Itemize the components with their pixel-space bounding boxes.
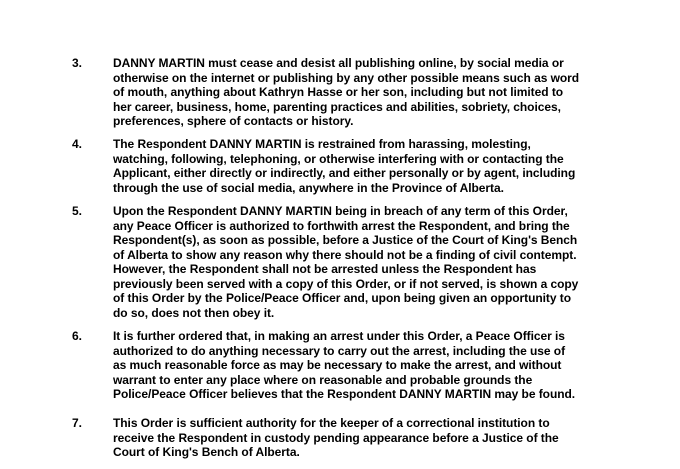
clause-line: of mouth, anything about Kathryn Hasse or her son, including but not limited to: [113, 85, 564, 99]
clause-line: Upon the Respondent DANNY MARTIN being in breach of any term of this Order,: [113, 204, 568, 218]
clause-line: otherwise on the internet or publishing by any other possible means such as word: [113, 70, 580, 85]
clause-line: any Peace Officer is authorized to forthwith arrest the Respondent, and bring the: [113, 218, 570, 233]
clause-text: [113, 329, 613, 402]
clause-line: warrant to enter any place where on reasonable and probable grounds the: [113, 372, 533, 387]
clause-line: authorized to do anything necessary to carry out the arrest, including the use of: [113, 343, 566, 358]
clause-number: 5.: [72, 204, 83, 218]
clause-line: of this Order by the Police/Peace Officer and, upon being given an opportunity to: [113, 291, 572, 305]
clause-text: [113, 56, 613, 129]
clause-line: Police/Peace Officer believes that the Respondent DANNY MARTIN may be found.: [113, 387, 576, 401]
clause-line: do so, does not then obey it.: [113, 305, 275, 320]
clause-text: [113, 416, 613, 460]
clause-line: through the use of social media, anywhere in the Province of Alberta.: [113, 180, 504, 195]
clause-line: her career, business, home, parenting practices and abilities, sobriety, choices,: [113, 99, 561, 114]
clause-line: DANNY MARTIN must cease and desist all publishing online, by social media or: [113, 56, 564, 70]
clause-line: of Alberta to show any reason why there should not be a finding of civil contempt.: [113, 247, 577, 262]
clause-line: The Respondent DANNY MARTIN is restrained from harassing, molesting,: [113, 137, 531, 151]
clause-line: previously been served with a copy of this Order, or if not served, is shown a copy: [113, 276, 579, 291]
clause-text: [113, 204, 613, 320]
clause-line: Applicant, either directly or indirectly, and either personally or by agent, including: [113, 166, 576, 180]
clause-number: 4.: [72, 137, 83, 151]
clause-line: This Order is sufficient authority for the keeper of a correctional institution to: [113, 416, 550, 430]
clause-line: watching, following, telephoning, or otherwise interfering with or contacting the: [113, 151, 564, 166]
clause-line: receive the Respondent in custody pending appearance before a Justice of the: [113, 430, 559, 445]
clause-line: It is further ordered that, in making an arrest under this Order, a Peace Officer is: [113, 329, 565, 343]
clause-line: preferences, sphere of contacts or history.: [113, 114, 354, 128]
clause-number: 3.: [72, 56, 83, 70]
clause-number: 7.: [72, 416, 83, 430]
clause-line: as much reasonable force as may be necessary to make the arrest, and without: [113, 358, 562, 372]
clause-number: 6.: [72, 329, 83, 343]
clause-line: Respondent(s), as soon as possible, before a Justice of the Court of King's Bench: [113, 233, 578, 247]
clause-line: However, the Respondent shall not be arrested unless the Respondent has: [113, 262, 537, 276]
clause-line: Court of King's Bench of Alberta.: [113, 445, 300, 459]
clause-text: [113, 137, 613, 195]
